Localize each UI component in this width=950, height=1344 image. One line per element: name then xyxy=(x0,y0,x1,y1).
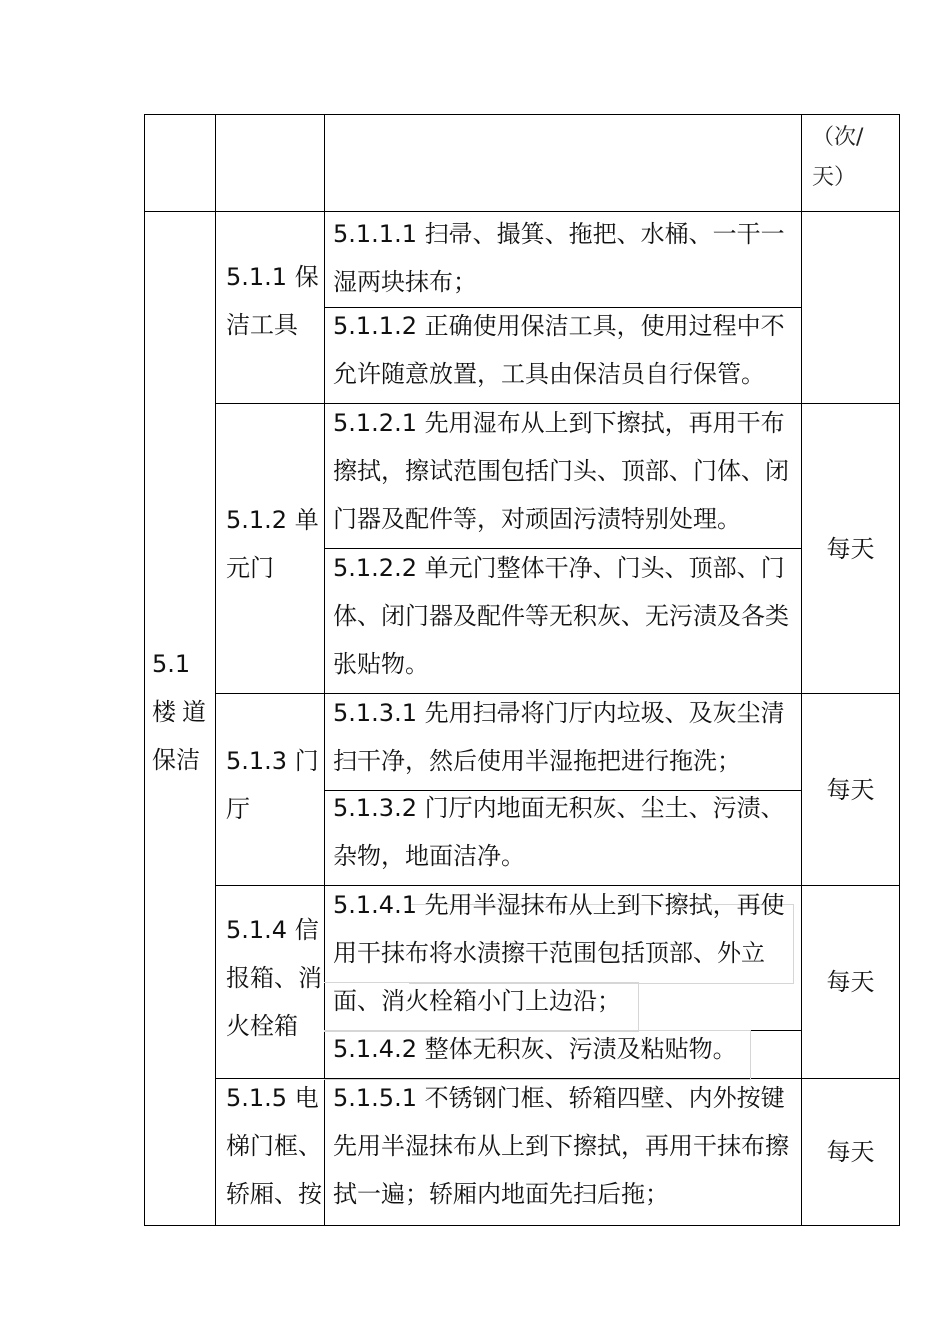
requirement-item: 5.1.2.1 先用湿布从上到下擦拭，再用干布擦拭，擦试范围包括门头、顶部、门体、闭门器及配件等，对顽固污渍特别处理。 xyxy=(333,409,789,533)
requirement-item: 5.1.1.1 扫帚、撮箕、拖把、水桶、一干一湿两块抹布； xyxy=(333,220,785,296)
table-border-bottom xyxy=(144,1225,900,1226)
section-label xyxy=(152,640,214,784)
requirement-item: 5.1.5.1 不锈钢门框、轿箱四壁、内外按键先用半湿抹布从上到下擦拭，再用干抹布擦拭一遍；轿厢内地面先扫后拖； xyxy=(333,1084,789,1208)
section-name-line2: 保洁 xyxy=(152,746,200,774)
table-border-right xyxy=(899,114,900,1226)
col-divider-1 xyxy=(215,114,216,1226)
table-border-top xyxy=(144,114,900,115)
frequency-unit-line1: （次/ xyxy=(812,125,864,150)
subsection-label: 5.1.4 信报箱、消火栓箱 xyxy=(226,916,322,1040)
subsection-label: 5.1.5 电梯门框、轿厢、按 xyxy=(226,1084,322,1208)
frequency-value: 每天 xyxy=(826,1138,875,1166)
subsection-label: 5.1.1 保洁工具 xyxy=(226,263,319,339)
requirement-item: 5.1.3.2 门厅内地面无积灰、尘土、污渍、杂物，地面洁净。 xyxy=(333,794,785,870)
section-name-line1: 楼道 xyxy=(152,698,212,726)
requirement-item: 5.1.2.2 单元门整体干净、门头、顶部、门体、闭门器及配件等无积灰、无污渍及各类张贴物。 xyxy=(333,554,789,678)
requirement-item: 5.1.1.2 正确使用保洁工具，使用过程中不允许随意放置，工具由保洁员自行保管。 xyxy=(333,312,785,388)
frequency-unit-line2: 天） xyxy=(812,165,857,190)
subsection-label: 5.1.2 单元门 xyxy=(226,506,319,582)
frequency-unit-header xyxy=(812,118,892,198)
requirement-item: 5.1.4.1 先用半湿抹布从上到下擦拭，再使用干抹布将水渍擦干范围包括顶部、外立面、消火栓箱小门上边沿； xyxy=(333,891,785,1015)
requirement-item: 5.1.4.2 整体无积灰、污渍及粘贴物。 xyxy=(333,1035,737,1063)
table-border-left xyxy=(144,114,145,1226)
requirement-item: 5.1.3.1 先用扫帚将门厅内垃圾、及灰尘清扫干净，然后使用半湿拖把进行拖洗； xyxy=(333,699,785,775)
frequency-value: 每天 xyxy=(826,775,875,804)
section-number: 5.1 xyxy=(152,650,191,678)
frequency-value: 每天 xyxy=(826,968,875,996)
standards-table xyxy=(144,114,900,1226)
frequency-value: 每天 xyxy=(826,534,875,563)
subsection-label: 5.1.3 门厅 xyxy=(226,747,319,823)
